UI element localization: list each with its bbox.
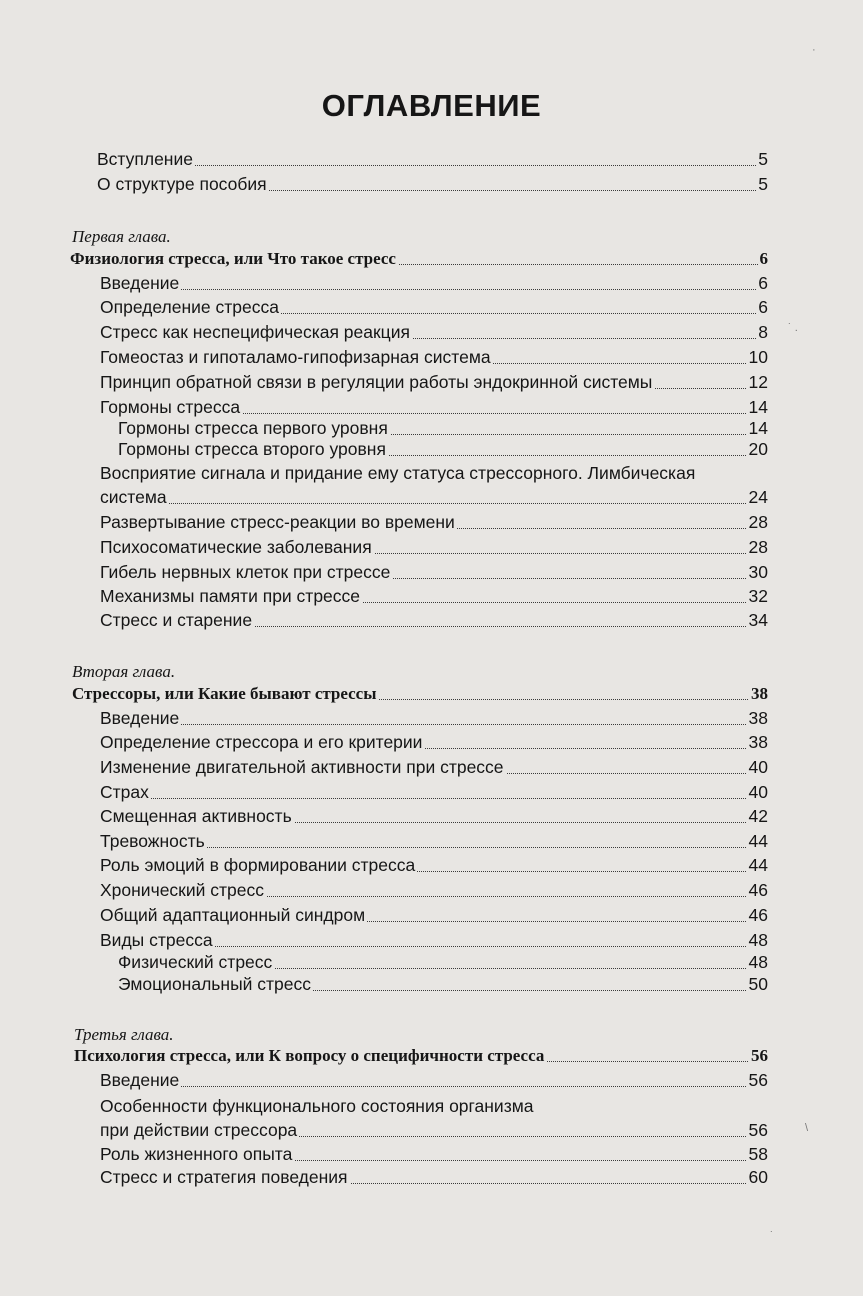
- entry-title: Принцип обратной связи в регуляции работы эндокринной системы: [100, 372, 653, 392]
- dot-leader: [100, 724, 768, 725]
- entry-page: 48: [748, 952, 768, 972]
- toc-entry[interactable]: [100, 879, 768, 902]
- entry-title: О структуре пособия: [97, 174, 267, 194]
- entry-page: 5: [758, 149, 768, 169]
- entry-title: Вступление: [97, 149, 193, 169]
- entry-page: 20: [748, 439, 768, 459]
- entry-title: Стресс и старение: [100, 610, 253, 630]
- entry-title: Введение: [100, 708, 180, 728]
- toc-entry[interactable]: [100, 904, 768, 927]
- toc-entry[interactable]: [100, 561, 768, 584]
- entry-title: система: [100, 487, 167, 507]
- entry-title: Механизмы памяти при стрессе: [100, 586, 361, 606]
- toc-entry[interactable]: [97, 173, 768, 196]
- entry-page: 28: [748, 537, 768, 557]
- entry-title: Введение: [100, 1070, 180, 1090]
- entry-title: при действии стрессора: [100, 1120, 298, 1140]
- toc-entry[interactable]: [100, 1143, 768, 1166]
- page-title: ОГЛАВЛЕНИЕ: [321, 88, 542, 123]
- entry-title: Роль эмоций в формировании стресса: [100, 855, 416, 875]
- toc-entry[interactable]: [100, 296, 768, 319]
- dot-leader: [100, 1086, 768, 1087]
- entry-page: 38: [748, 732, 768, 752]
- entry-page: 38: [751, 684, 768, 703]
- toc-entry[interactable]: [100, 854, 768, 877]
- entry-title: Виды стресса: [100, 930, 213, 950]
- entry-page: 60: [748, 1167, 768, 1187]
- entry-title: Стресс как неспецифическая реакция: [100, 322, 410, 342]
- entry-page: 14: [748, 397, 768, 417]
- toc-entry[interactable]: [100, 830, 768, 853]
- entry-page: 8: [758, 322, 768, 342]
- entry-title: Гибель нервных клеток при стрессе: [100, 562, 391, 582]
- entry-page: 6: [758, 297, 768, 317]
- toc-entry[interactable]: [100, 1119, 768, 1142]
- toc-entry[interactable]: [100, 321, 768, 344]
- chapter-label: Первая глава.: [72, 227, 171, 246]
- chapter-label: Вторая глава.: [72, 662, 176, 681]
- scan-artifact: \: [805, 1122, 809, 1134]
- toc-entry[interactable]: [100, 805, 768, 828]
- chapter-heading[interactable]: [74, 1044, 768, 1067]
- toc-entry[interactable]: [100, 929, 768, 952]
- entry-page: 28: [748, 512, 768, 532]
- entry-page: 50: [748, 974, 768, 994]
- entry-title: Общий адаптационный синдром: [100, 905, 366, 925]
- toc-entry[interactable]: [100, 272, 768, 295]
- toc-entry[interactable]: [100, 536, 768, 559]
- toc-entry[interactable]: [100, 585, 768, 608]
- toc-entry[interactable]: [100, 781, 768, 804]
- entry-page: 44: [748, 855, 768, 875]
- entry-page: 34: [748, 610, 768, 630]
- entry-page: 6: [759, 249, 768, 268]
- entry-title: Смещенная активность: [100, 806, 292, 826]
- toc-subentry[interactable]: [118, 951, 768, 974]
- toc-entry[interactable]: [100, 756, 768, 779]
- entry-title: Стресс и стратегия поведения: [100, 1167, 348, 1187]
- entry-title: Определение стресса: [100, 297, 279, 317]
- entry-page: 42: [748, 806, 768, 826]
- toc-subentry[interactable]: [118, 973, 768, 996]
- entry-title: Гомеостаз и гипоталамо-гипофизарная система: [100, 347, 491, 367]
- entry-page: 12: [748, 372, 768, 392]
- toc-entry[interactable]: [100, 1166, 768, 1189]
- toc-entry[interactable]: [100, 486, 768, 509]
- toc-subentry[interactable]: [118, 417, 768, 440]
- toc-entry[interactable]: [100, 511, 768, 534]
- scan-artifact: ˙ .: [788, 322, 798, 334]
- entry-title: Психология стресса, или К вопросу о специфичности стресса: [74, 1046, 545, 1065]
- entry-title: Гормоны стресса второго уровня: [118, 439, 386, 459]
- toc-entry[interactable]: [100, 707, 768, 730]
- toc-entry[interactable]: [100, 731, 768, 754]
- scan-artifact: ·: [812, 44, 816, 56]
- toc-subentry[interactable]: [118, 438, 768, 461]
- dot-leader: [100, 503, 768, 504]
- entry-page: 44: [748, 831, 768, 851]
- entry-title: Эмоциональный стресс: [118, 974, 312, 994]
- chapter-heading[interactable]: [70, 247, 768, 270]
- entry-title: Гормоны стресса первого уровня: [118, 418, 388, 438]
- entry-page: 6: [758, 273, 768, 293]
- dot-leader: [100, 798, 768, 799]
- entry-page: 56: [748, 1070, 768, 1090]
- toc-entry[interactable]: [100, 1069, 768, 1092]
- entry-title: Роль жизненного опыта: [100, 1144, 293, 1164]
- entry-page: 58: [748, 1144, 768, 1164]
- entry-page: 48: [748, 930, 768, 950]
- entry-page: 38: [748, 708, 768, 728]
- entry-title: Тревожность: [100, 831, 205, 851]
- entry-title: Развертывание стресс-реакции во времени: [100, 512, 455, 532]
- toc-entry[interactable]: [100, 371, 768, 394]
- entry-title: Хронический стресс: [100, 880, 264, 900]
- entry-title: Стрессоры, или Какие бывают стрессы: [72, 684, 377, 703]
- entry-page: 56: [748, 1120, 768, 1140]
- entry-page: 56: [751, 1046, 768, 1065]
- entry-page: 46: [748, 905, 768, 925]
- entry-page: 24: [748, 487, 768, 507]
- entry-title: Определение стрессора и его критерии: [100, 732, 423, 752]
- entry-page: 5: [758, 174, 768, 194]
- entry-title: Психосоматические заболевания: [100, 537, 372, 557]
- entry-page: 10: [748, 347, 768, 367]
- toc-entry[interactable]: [97, 148, 768, 171]
- chapter-heading[interactable]: [72, 682, 768, 705]
- entry-page: 30: [748, 562, 768, 582]
- entry-page: 40: [748, 782, 768, 802]
- entry-page: 46: [748, 880, 768, 900]
- entry-title-line[interactable]: Восприятие сигнала и придание ему статуса стрессорного. Лимбическая: [100, 463, 696, 483]
- entry-title: Введение: [100, 273, 180, 293]
- entry-page: 32: [748, 586, 768, 606]
- entry-title: Страх: [100, 782, 149, 802]
- dot-leader: [100, 289, 768, 290]
- toc-entry[interactable]: [100, 396, 768, 419]
- entry-title: Гормоны стресса: [100, 397, 241, 417]
- entry-title-line[interactable]: Особенности функционального состояния организма: [100, 1096, 534, 1116]
- dot-leader: [97, 165, 768, 166]
- chapter-label: Третья глава.: [74, 1025, 174, 1044]
- entry-page: 14: [748, 418, 768, 438]
- toc-entry[interactable]: [100, 609, 768, 632]
- scan-artifact: ˙: [770, 1230, 774, 1242]
- entry-title: Физиология стресса, или Что такое стресс: [70, 249, 396, 268]
- entry-title: Изменение двигательной активности при стрессе: [100, 757, 504, 777]
- entry-page: 40: [748, 757, 768, 777]
- entry-title: Физический стресс: [118, 952, 273, 972]
- toc-entry[interactable]: [100, 346, 768, 369]
